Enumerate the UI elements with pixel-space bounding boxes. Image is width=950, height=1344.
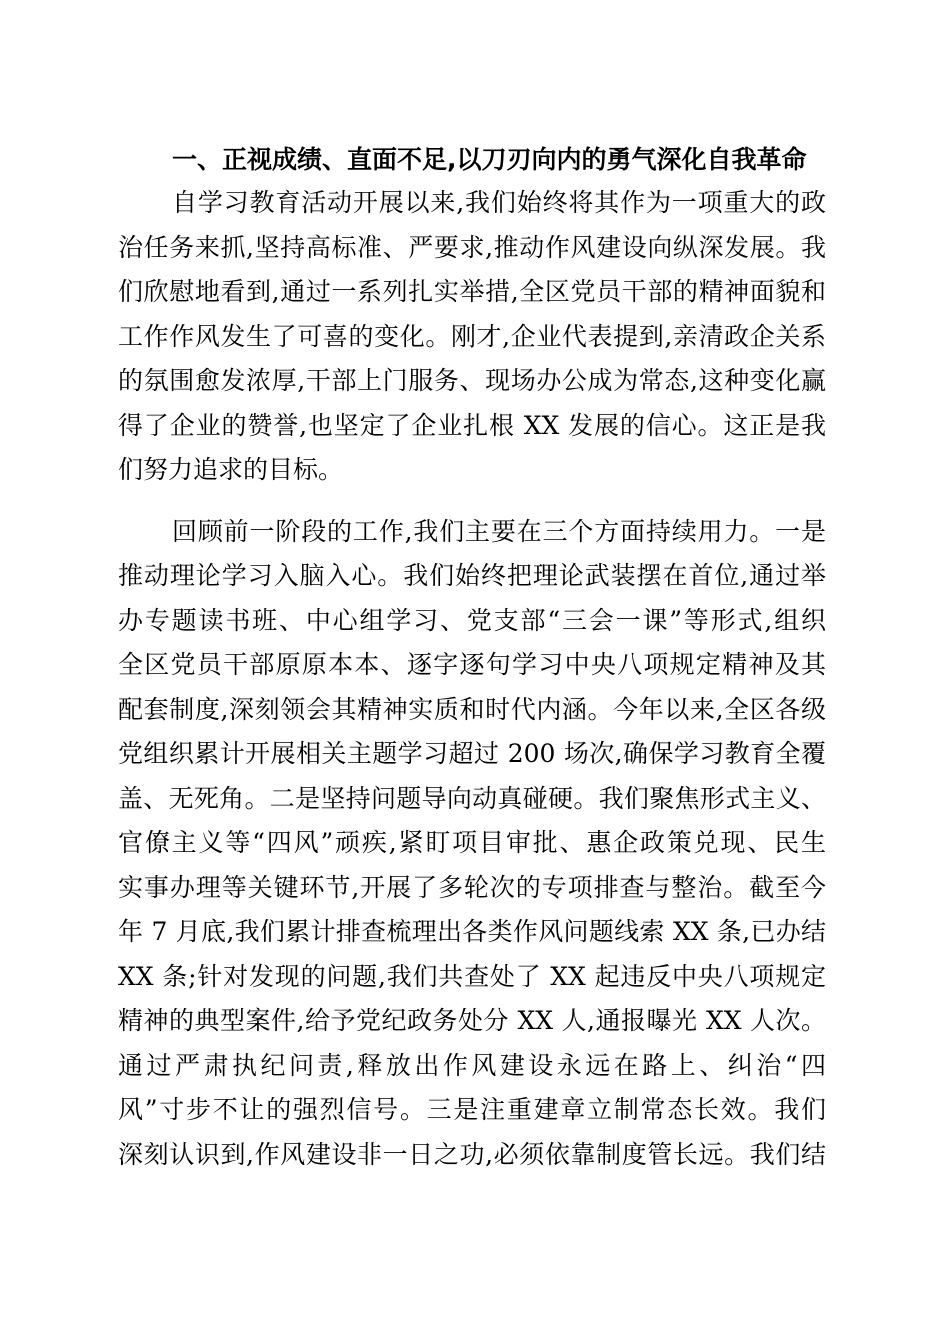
text-line: 深刻认识到,作风建设非一日之功,必须依靠制度管长远。我们结 xyxy=(118,1139,826,1169)
text-line: 们欣慰地看到,通过一系列扎实举措,全区党员干部的精神面貌和 xyxy=(118,277,826,306)
text-line: 年 7 月底,我们累计排查梳理出各类作风问题线索 XX 条,已办结 xyxy=(118,917,826,946)
text-line: XX 条;针对发现的问题,我们共查处了 XX 起违反中央八项规定 xyxy=(118,961,826,991)
text-line: 的氛围愈发浓厚,干部上门服务、现场办公成为常态,这种变化赢 xyxy=(118,366,826,395)
text-line: 实事办理等关键环节,开展了多轮次的专项排查与整治。截至今 xyxy=(118,872,826,902)
text-line: 配套制度,深刻领会其精神实质和时代内涵。今年以来,全区各级 xyxy=(118,694,826,724)
text-line: 官僚主义等“四风”顽疾,紧盯项目审批、惠企政策兑现、民生 xyxy=(118,828,826,857)
text-line: 得了企业的赞誉,也坚定了企业扎根 XX 发展的信心。这正是我 xyxy=(118,410,826,440)
text-line: 自学习教育活动开展以来,我们始终将其作为一项重大的政 xyxy=(172,188,826,217)
section-heading: 一、正视成绩、直面不足,以刀刃向内的勇气深化自我革命 xyxy=(172,145,807,174)
text-line: 推动理论学习入脑入心。我们始终把理论武装摆在首位,通过举 xyxy=(118,561,826,590)
text-line: 风”寸步不让的强烈信号。三是注重建章立制常态长效。我们 xyxy=(118,1095,826,1124)
text-line: 工作作风发生了可喜的变化。刚才,企业代表提到,亲清政企关系 xyxy=(118,321,826,351)
text-line: 全区党员干部原原本本、逐字逐句学习中央八项规定精神及其 xyxy=(118,650,826,679)
text-line: 回顾前一阶段的工作,我们主要在三个方面持续用力。一是 xyxy=(172,516,826,546)
paragraph-1 xyxy=(118,181,826,493)
text-line: 精神的典型案件,给予党纪政务处分 XX 人,通报曝光 XX 人次。 xyxy=(118,1006,826,1035)
text-line: 盖、无死角。二是坚持问题导向动真碰硬。我们聚焦形式主义、 xyxy=(118,783,826,813)
body-text xyxy=(118,181,826,1177)
text-line: 通过严肃执纪问责,释放出作风建设永远在路上、纠治“四 xyxy=(118,1050,826,1080)
text-line: 党组织累计开展相关主题学习超过 200 场次,确保学习教育全覆 xyxy=(118,739,826,768)
paragraph-spacer xyxy=(118,493,826,510)
text-line: 们努力追求的目标。 xyxy=(118,455,344,484)
text-line: 治任务来抓,坚持高标准、严要求,推动作风建设向纵深发展。我 xyxy=(118,232,826,262)
text-line: 办专题读书班、中心组学习、党支部“三会一课”等形式,组织 xyxy=(118,605,826,635)
paragraph-2 xyxy=(118,510,826,1178)
